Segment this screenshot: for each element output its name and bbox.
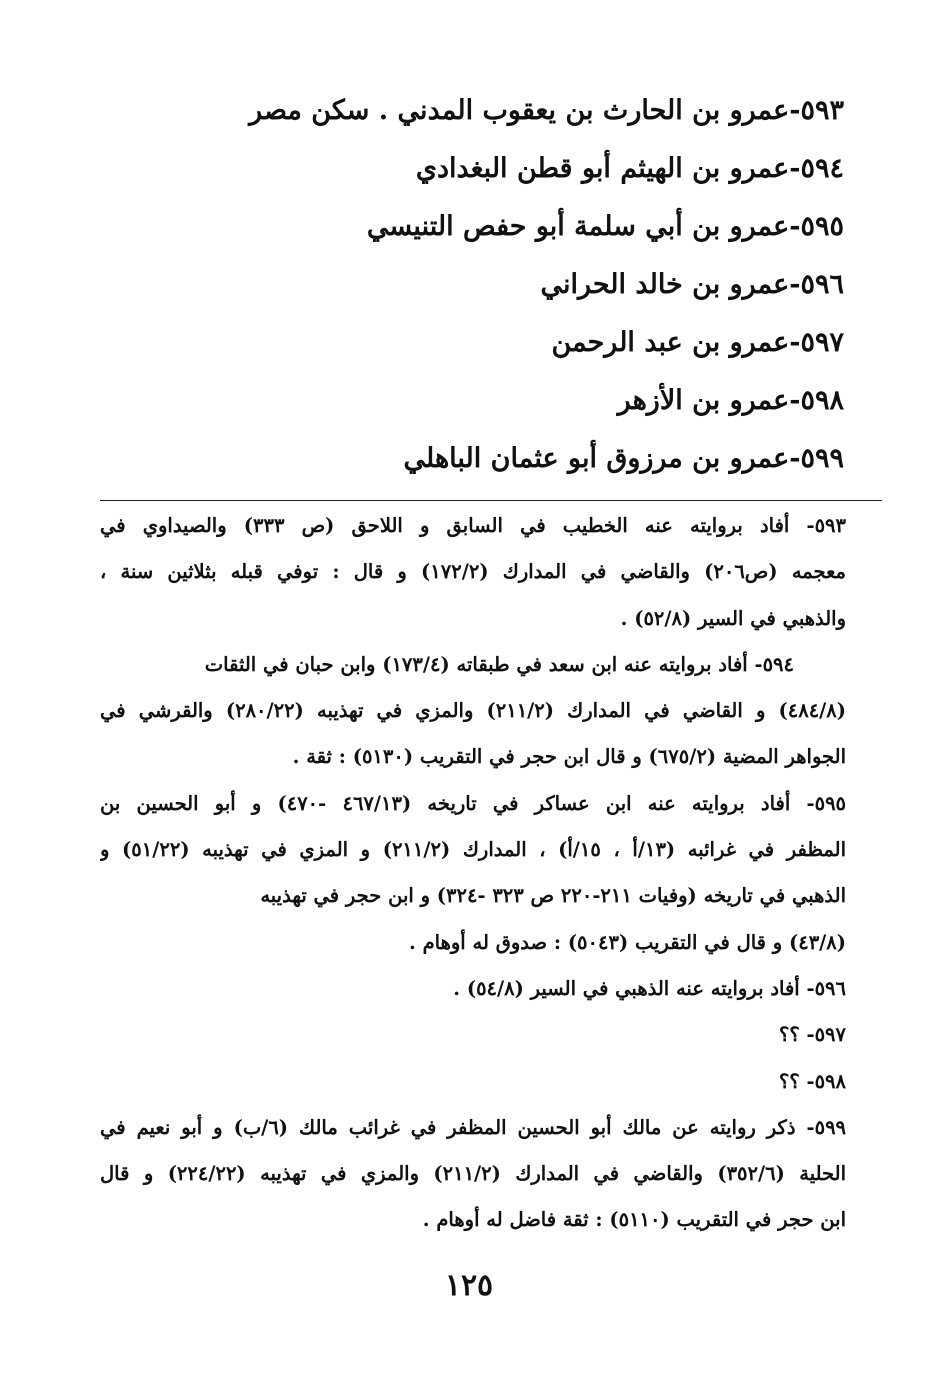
footnote-line: ٥٩٦- أفاد بروايته عنه الذهبي في السير (٥٤/٨) . xyxy=(453,976,846,1000)
narrator-entry-596: ٥٩٦-عمرو بن خالد الحراني xyxy=(540,269,844,300)
page-number: ١٢٥ xyxy=(444,1268,494,1303)
footnote-line: المظفر في غرائبه (١٣/أ ، ١٥/أ) ، المدارك (٢١١/٢) و المزي في تهذيبه (٥١/٢٢) و xyxy=(100,838,846,862)
narrator-entry-595: ٥٩٥-عمرو بن أبي سلمة أبو حفص التنيسي xyxy=(366,211,844,242)
footnote-line: معجمه (ص٢٠٦) والقاضي في المدارك (١٧٢/٢) و قال : توفي قبله بثلاثين سنة ، xyxy=(100,560,846,584)
footnote-line: ٥٩٨- ؟؟ xyxy=(778,1069,846,1093)
footnote-line: ٥٩٣- أفاد بروايته عنه الخطيب في السابق و اللاحق (ص ٣٣٣) والصيداوي في xyxy=(100,514,846,537)
footnote-line: الجواهر المضية (٦٧٥/٢) و قال ابن حجر في التقريب (٥١٣٠) : ثقة . xyxy=(292,745,846,769)
narrator-entry-598: ٥٩٨-عمرو بن الأزهر xyxy=(617,385,844,416)
footnote-divider xyxy=(100,500,882,501)
narrator-entry-597: ٥٩٧-عمرو بن عبد الرحمن xyxy=(551,327,844,358)
narrator-entry-594: ٥٩٤-عمرو بن الهيثم أبو قطن البغدادي xyxy=(415,153,844,184)
footnote-line: ٥٩٩- ذكر روايته عن مالك أبو الحسين المظفر في غرائب مالك (٦/ب) و أبو نعيم في xyxy=(100,1115,846,1139)
footnote-line: الحلية (٣٥٢/٦) والقاضي في المدارك (٢١١/٢) والمزي في تهذيبه (٢٢٤/٢٢) و قال xyxy=(100,1162,846,1186)
narrator-entry-593: ٥٩٣-عمرو بن الحارث بن يعقوب المدني . سكن مصر xyxy=(249,95,844,126)
footnote-line: (٤٨٤/٨) و القاضي في المدارك (٢١١/٢) والمزي في تهذيبه (٢٨٠/٢٢) والقرشي في xyxy=(100,699,846,723)
footnote-line: (٤٣/٨) و قال في التقريب (٥٠٤٣) : صدوق له أوهام . xyxy=(409,930,846,954)
footnote-line: الذهبي في تاريخه (وفيات ٢١١-٢٢٠ ص ٣٢٣ -٣٢٤) و ابن حجر في تهذيبه xyxy=(260,884,846,908)
footnote-line: ٥٩٧- ؟؟ xyxy=(778,1023,846,1047)
footnotes xyxy=(100,503,846,1244)
footnote-line: والذهبي في السير (٥٢/٨) . xyxy=(620,606,846,630)
narrator-entry-599: ٥٩٩-عمرو بن مرزوق أبو عثمان الباهلي xyxy=(403,443,844,474)
narrator-list xyxy=(224,84,844,490)
footnote-line: ٥٩٥- أفاد بروايته عنه ابن عساكر في تاريخه (٤٦٧/١٣ -٤٧٠) و أبو الحسين بن xyxy=(100,791,846,815)
footnote-line: ابن حجر في التقريب (٥١١٠) : ثقة فاضل له أوهام . xyxy=(422,1208,846,1232)
footnote-line: ٥٩٤- أفاد بروايته عنه ابن سعد في طبقاته (١٧٣/٤) وابن حبان في الثقات xyxy=(204,652,794,676)
